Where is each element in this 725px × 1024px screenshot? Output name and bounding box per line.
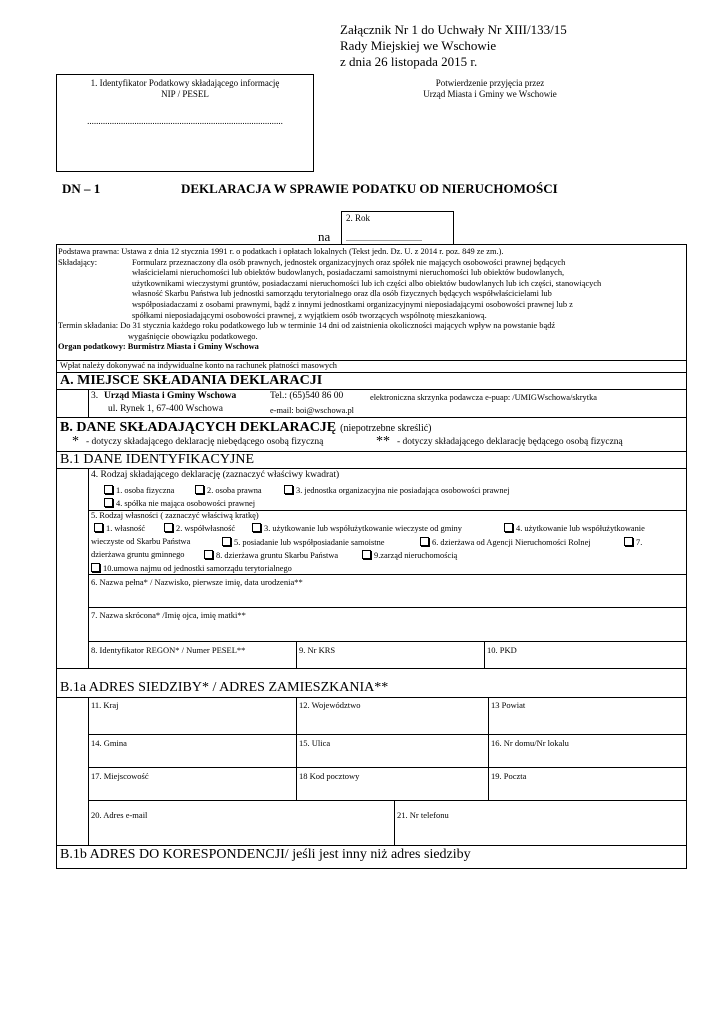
submitter-label: Składający: (58, 257, 98, 267)
q5-opt8-label: 8. dzierżawa gruntu Skarbu Państwa (216, 551, 339, 560)
office-email: e-mail: boi@wschowa.pl (270, 406, 354, 415)
year-dots: ...................................... (346, 234, 422, 243)
star-single: * (72, 434, 79, 449)
taxpayer-id-label: 1. Identyfikator Podatkowy składającego informację (90, 78, 280, 88)
header-line1: Załącznik Nr 1 do Uchwały Nr XIII/133/15 (340, 22, 567, 37)
q5-label: 5. Rodzaj własności ( zaznaczyć właściwą kratkę) (91, 511, 259, 520)
field-9-label: 9. Nr KRS (299, 645, 336, 655)
q5-opt2-label: 2. współwłasność (176, 524, 236, 533)
submitter-text-2: właścicielami nieruchomości lub obiektów budowlanych, posiadaczami samoistnymi nieruchomości lub obiektów budowlanych, (132, 268, 565, 278)
q4-option-2-label: 2. osoba prawna (207, 486, 262, 495)
office-number: 3. (91, 391, 99, 401)
header-line3: z dnia 26 listopada 2015 r. (340, 54, 478, 69)
checkbox[interactable] (204, 550, 213, 559)
star-double: ** (376, 434, 390, 449)
taxpayer-id-dots: ....................................................................................... (87, 116, 283, 126)
confirmation-line1: Potwierdzenie przyjęcia przez (435, 78, 545, 88)
submitter-text-5: współposiadaczami z osobami prawnymi, bądź z innymi jednostkami organizacyjnymi nieposiadającymi osobowości prawnej lub z (132, 299, 573, 309)
q4-option-3-label: 3. jednostka organizacyjna nie posiadająca osobowości prawnej (296, 486, 510, 495)
q5-opt1[interactable] (94, 523, 145, 533)
office-epuap: elektroniczna skrzynka podawcza e-puap: /UMIGWschowa/skrytka (370, 393, 597, 402)
checkbox[interactable] (284, 485, 293, 494)
q5-opt3[interactable] (252, 523, 462, 533)
form-code: DN – 1 (62, 181, 101, 196)
field-17-label: 17. Miejscowość (91, 771, 149, 781)
checkbox[interactable] (504, 523, 513, 532)
field-14-label: 14. Gmina (91, 738, 127, 748)
q4-option-1-label: 1. osoba fizyczna (116, 486, 175, 495)
confirmation-line2: Urząd Miasta i Gminy we Wschowie (423, 89, 557, 99)
field-15-label: 15. Ulica (299, 738, 331, 748)
submitter-text-6: spółkami nieposiadającymi osobowości prawnej, z wyjątkiem osób tworzących wspólnotę mieszkaniową. (132, 310, 487, 320)
deadline-text-2: wygaśnięcie obowiązku podatkowego. (128, 331, 258, 341)
legal-basis: Podstawa prawna: Ustawa z dnia 12 stycznia 1991 r. o podatkach i opłatach lokalnych (Tekst jedn. Dz. U. z 2014 r. poz. 849 ze zm.). (58, 247, 504, 256)
checkbox[interactable] (624, 537, 633, 546)
confirmation-note (400, 78, 580, 100)
year-prefix: na (318, 229, 331, 244)
attachment-header (340, 22, 567, 70)
office-phone: Tel.: (65)540 86 00 (270, 391, 344, 401)
payment-note: Wpłat należy dokonywać na indywidualne konto na rachunek płatności masowych (60, 361, 337, 370)
section-b1-title: B.1 DANE IDENTYFIKACYJNE (60, 452, 255, 467)
submitter-text-1: Formularz przeznaczony dla osób prawnych, jednostek organizacyjnych oraz spółek nie mających osobowości prawnej będących (132, 257, 566, 267)
field-8-label: 8. Identyfikator REGON* / Numer PESEL** (91, 645, 246, 655)
q4-option-1[interactable] (104, 485, 174, 495)
office-name: Urząd Miasta i Gminy Wschowa (104, 391, 237, 401)
q5-opt6[interactable] (420, 537, 591, 547)
field-18-label: 18 Kod pocztowy (299, 771, 360, 781)
taxpayer-id-sub: NIP / PESEL (161, 89, 209, 99)
year-label: 2. Rok (346, 213, 371, 223)
section-b1b-title: B.1b ADRES DO KORESPONDENCJI/ jeśli jest inny niż adres siedziby (60, 847, 471, 862)
office-address: ul. Rynek 1, 67-400 Wschowa (108, 404, 224, 414)
q5-opt6-label: 6. dzierżawa od Agencji Nieruchomości Rolnej (432, 538, 591, 547)
tax-authority: Organ podatkowy: Burmistrz Miasta i Gminy Wschowa (58, 342, 259, 352)
q4-label: 4. Rodzaj składającego deklarację (zaznaczyć właściwy kwadrat) (91, 470, 340, 480)
legal-basis-block (58, 247, 684, 353)
checkbox[interactable] (362, 550, 371, 559)
checkbox[interactable] (420, 537, 429, 546)
q4-option-4[interactable] (104, 498, 255, 508)
field-21-label: 21. Nr telefonu (397, 810, 449, 820)
field-13-label: 13 Powiat (491, 700, 526, 710)
field-11-label: 11. Kraj (91, 700, 119, 710)
checkbox[interactable] (94, 523, 103, 532)
field-20-label: 20. Adres e-mail (91, 810, 148, 820)
section-b1a-title: B.1a ADRES SIEDZIBY* / ADRES ZAMIESZKANIA** (60, 680, 389, 695)
field-16-label: 16. Nr domu/Nr lokalu (491, 738, 569, 748)
star-double-text: - dotyczy składającego deklarację będącego osobą fizyczną (397, 437, 623, 447)
q4-option-4-label: 4. spółka nie mająca osobowości prawnej (116, 499, 256, 508)
field-19-label: 19. Poczta (491, 771, 527, 781)
checkbox[interactable] (195, 485, 204, 494)
q5-opt4[interactable] (504, 523, 645, 533)
submitter-text-3: użytkownikami wieczystymi gruntów, posiadaczami nieruchomości lub ich części albo obiektów budowlanych lub ich części, stanowiących (132, 278, 602, 288)
submitter-text-4: własność Skarbu Państwa lub jednostki samorządu terytorialnego oraz dla osób fizycznych będących współwłaścicielami lub (132, 289, 552, 299)
header-line2: Rady Miejskiej we Wschowie (340, 38, 497, 53)
field-6-label: 6. Nazwa pełna* / Nazwisko, pierwsze imię, data urodzenia** (91, 577, 303, 587)
section-b-note: (niepotrzebne skreślić) (340, 423, 432, 434)
year-field[interactable] (341, 211, 454, 244)
q5-opt2[interactable] (164, 523, 235, 533)
q5-opt7-label: 7. (636, 538, 643, 547)
checkbox[interactable] (222, 537, 231, 546)
checkbox[interactable] (164, 523, 173, 532)
q5-opt5-label: 5. posiadanie lub współposiadanie samoistne (234, 538, 385, 547)
checkbox[interactable] (91, 563, 100, 572)
q5-opt7[interactable] (624, 537, 642, 547)
q5-opt10[interactable] (91, 563, 292, 573)
q5-opt3-label: 3. użytkowanie lub współużytkowanie wieczyste od gminy (264, 524, 462, 533)
field-10-label: 10. PKD (487, 645, 517, 655)
form-title: DEKLARACJA W SPRAWIE PODATKU OD NIERUCHOMOŚCI (181, 181, 558, 196)
q5-opt9[interactable] (362, 550, 457, 560)
taxpayer-id-box[interactable] (56, 74, 314, 172)
field-12-label: 12. Województwo (299, 700, 361, 710)
q5-opt4-label: 4. użytkowanie lub współużytkowanie (516, 524, 645, 533)
q5-opt7b: dzierżawa gruntu gminnego (91, 550, 185, 559)
checkbox[interactable] (104, 498, 113, 507)
checkbox[interactable] (252, 523, 261, 532)
q5-opt5[interactable] (222, 537, 385, 547)
section-b-title: B. DANE SKŁADAJĄCYCH DEKLARACJĘ (60, 420, 337, 435)
q4-option-3[interactable] (284, 485, 510, 495)
q5-opt4b: wieczyste od Skarbu Państwa (91, 537, 191, 546)
q5-opt9-label: 9.zarząd nieruchomością (374, 551, 458, 560)
section-a-title: A. MIEJSCE SKŁADANIA DEKLARACJI (60, 373, 323, 388)
q5-opt1-label: 1. własność (106, 524, 146, 533)
q5-opt10-label: 10.umowa najmu od jednostki samorządu terytorialnego (103, 564, 292, 573)
field-7-label: 7. Nazwa skrócona* /Imię ojca, imię matki** (91, 610, 246, 620)
checkbox[interactable] (104, 485, 113, 494)
q4-option-2[interactable] (195, 485, 262, 495)
deadline-text-1: Termin składania: Do 31 stycznia każdego roku podatkowego lub w terminie 14 dni od zaistnienia okoliczności mających wpływ na powstanie bądź (58, 321, 556, 331)
q5-opt8[interactable] (204, 550, 338, 560)
star-single-text: - dotyczy składającego deklarację niebędącego osobą fizyczną (86, 437, 324, 447)
